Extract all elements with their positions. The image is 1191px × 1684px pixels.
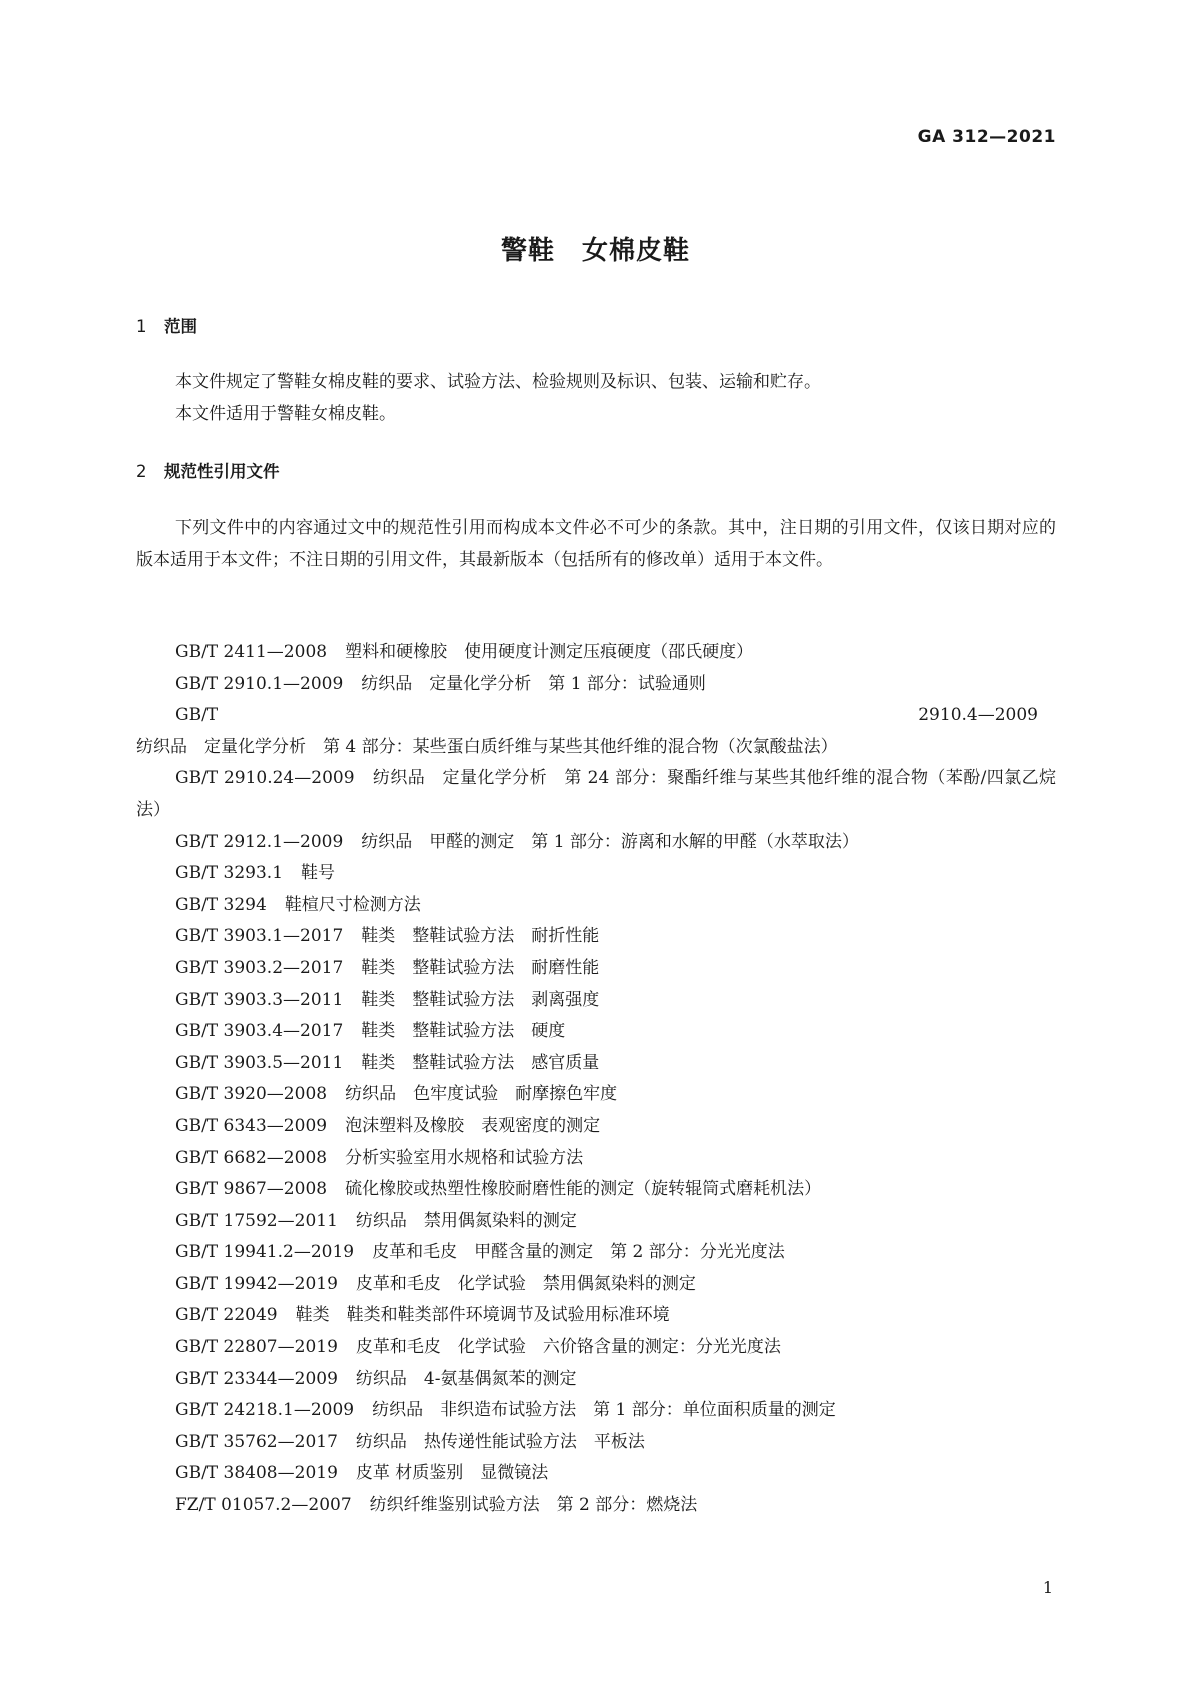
reference-title: 纺织纤维鉴别试验方法 第 2 部分：燃烧法 (369, 1495, 698, 1516)
reference-item (136, 953, 1056, 985)
reference-code: GB/T 3293.1 (175, 863, 284, 884)
reference-title: 鞋号 (301, 863, 336, 884)
reference-code: GB/T 2912.1—2009 (175, 831, 344, 852)
reference-code: GB/T 19942—2019 (175, 1273, 338, 1294)
reference-title: 皮革 材质鉴别 显微镜法 (355, 1463, 549, 1484)
reference-code: GB/T 3903.2—2017 (175, 957, 344, 978)
reference-item (136, 700, 1056, 763)
section-1-paragraph: 本文件适用于警鞋女棉皮鞋。 (175, 404, 396, 424)
section-1-paragraph: 本文件规定了警鞋女棉皮鞋的要求、试验方法、检验规则及标识、包装、运输和贮存。 (175, 372, 821, 392)
reference-title: 纺织品 定量化学分析 第 24 部分：聚酯纤维与某些其他纤维的混合物（苯酚/四氯乙烷法） (136, 768, 1056, 820)
reference-code: GB/T 24218.1—2009 (175, 1400, 355, 1421)
reference-item (136, 1174, 1056, 1206)
reference-code: FZ/T 01057.2—2007 (175, 1495, 352, 1516)
section-1-number: 1 (136, 317, 147, 336)
section-2-body (136, 512, 1056, 576)
reference-item (136, 1206, 1056, 1238)
reference-item (136, 1490, 1056, 1522)
reference-item (136, 1237, 1056, 1269)
reference-item (136, 1427, 1056, 1459)
reference-item (136, 1143, 1056, 1175)
reference-title: 分析实验室用水规格和试验方法 (345, 1147, 584, 1168)
reference-item (136, 1395, 1056, 1427)
reference-item (136, 1269, 1056, 1301)
section-1-body (136, 366, 1056, 430)
reference-item (136, 637, 1056, 669)
reference-item (136, 921, 1056, 953)
reference-title: 鞋类 整鞋试验方法 耐折性能 (361, 926, 600, 947)
reference-code: GB/T 19941.2—2019 (175, 1242, 355, 1263)
reference-code: GB/T 38408—2019 (175, 1463, 338, 1484)
reference-code: GB/T 2910.4—2009 (175, 705, 1038, 726)
reference-code: GB/T 2910.1—2009 (175, 673, 344, 694)
reference-title: 纺织品 禁用偶氮染料的测定 (355, 1210, 577, 1231)
reference-title: 皮革和毛皮 化学试验 禁用偶氮染料的测定 (355, 1273, 696, 1294)
page-number: 1 (1042, 1578, 1053, 1597)
reference-title: 鞋类 整鞋试验方法 硬度 (361, 1021, 566, 1042)
reference-code: GB/T 3903.3—2011 (175, 989, 344, 1010)
reference-item (136, 1300, 1056, 1332)
reference-code: GB/T 35762—2017 (175, 1431, 338, 1452)
reference-item (136, 1016, 1056, 1048)
reference-item (136, 763, 1056, 826)
reference-title: 鞋类 整鞋试验方法 耐磨性能 (361, 957, 600, 978)
reference-title: 皮革和毛皮 化学试验 六价铬含量的测定：分光光度法 (355, 1337, 781, 1358)
reference-title: 硫化橡胶或热塑性橡胶耐磨性能的测定（旋转辊筒式磨耗机法） (345, 1179, 822, 1200)
reference-title: 纺织品 定量化学分析 第 4 部分：某些蛋白质纤维与某些其他纤维的混合物（次氯酸盐法） (136, 736, 838, 757)
reference-code: GB/T 22049 (175, 1305, 278, 1326)
reference-item (136, 985, 1056, 1017)
reference-code: GB/T 3903.1—2017 (175, 926, 344, 947)
reference-item (136, 890, 1056, 922)
reference-item (136, 1111, 1056, 1143)
reference-item (136, 827, 1056, 859)
reference-title: 鞋类 鞋类和鞋类部件环境调节及试验用标准环境 (295, 1305, 670, 1326)
section-2-heading (136, 458, 280, 482)
reference-code: GB/T 2910.24—2009 (175, 768, 355, 789)
reference-code: GB/T 9867—2008 (175, 1179, 328, 1200)
reference-title: 皮革和毛皮 甲醛含量的测定 第 2 部分：分光光度法 (372, 1242, 785, 1263)
section-1-heading (136, 313, 197, 337)
reference-item (136, 1079, 1056, 1111)
reference-code: GB/T 22807—2019 (175, 1337, 338, 1358)
reference-title: 塑料和硬橡胶 使用硬度计测定压痕硬度（邵氏硬度） (345, 642, 754, 662)
reference-code: GB/T 3294 (175, 894, 267, 915)
reference-code: GB/T 2411—2008 (175, 642, 328, 662)
reference-code: GB/T 17592—2011 (175, 1210, 338, 1231)
reference-code: GB/T 23344—2009 (175, 1368, 338, 1389)
reference-code: GB/T 3903.5—2011 (175, 1052, 344, 1073)
reference-item (136, 1332, 1056, 1364)
normative-reference-list (136, 637, 1056, 1522)
section-2-title: 规范性引用文件 (164, 462, 280, 481)
reference-item (136, 1048, 1056, 1080)
reference-item (136, 1458, 1056, 1490)
reference-title: 纺织品 定量化学分析 第 1 部分：试验通则 (361, 673, 706, 694)
reference-title: 纺织品 甲醛的测定 第 1 部分：游离和水解的甲醛（水萃取法） (361, 831, 859, 852)
reference-code: GB/T 6343—2009 (175, 1115, 328, 1136)
reference-title: 纺织品 4-氨基偶氮苯的测定 (355, 1368, 577, 1389)
reference-title: 泡沫塑料及橡胶 表观密度的测定 (345, 1115, 601, 1136)
reference-code: GB/T 3903.4—2017 (175, 1021, 344, 1042)
reference-title: 纺织品 色牢度试验 耐摩擦色牢度 (345, 1084, 618, 1105)
reference-code: GB/T 3920—2008 (175, 1084, 328, 1105)
section-2-paragraph: 下列文件中的内容通过文中的规范性引用而构成本文件必不可少的条款。其中，注日期的引用文件，仅该日期对应的版本适用于本文件；不注日期的引用文件，其最新版本（包括所有的修改单）适用于本文件。 (136, 518, 1056, 570)
reference-title: 鞋类 整鞋试验方法 感官质量 (361, 1052, 600, 1073)
document-title: 警鞋 女棉皮鞋 (500, 236, 690, 266)
reference-title: 纺织品 热传递性能试验方法 平板法 (355, 1431, 645, 1452)
reference-item (136, 669, 1056, 701)
reference-title: 鞋类 整鞋试验方法 剥离强度 (361, 989, 600, 1010)
section-1-title: 范围 (164, 317, 197, 336)
reference-item (136, 858, 1056, 890)
reference-item (136, 1364, 1056, 1396)
reference-title: 纺织品 非织造布试验方法 第 1 部分：单位面积质量的测定 (372, 1400, 836, 1421)
reference-title: 鞋楦尺寸检测方法 (284, 894, 421, 915)
section-2-number: 2 (136, 462, 147, 481)
standard-number: GA 312—2021 (917, 127, 1056, 147)
reference-code: GB/T 6682—2008 (175, 1147, 328, 1168)
